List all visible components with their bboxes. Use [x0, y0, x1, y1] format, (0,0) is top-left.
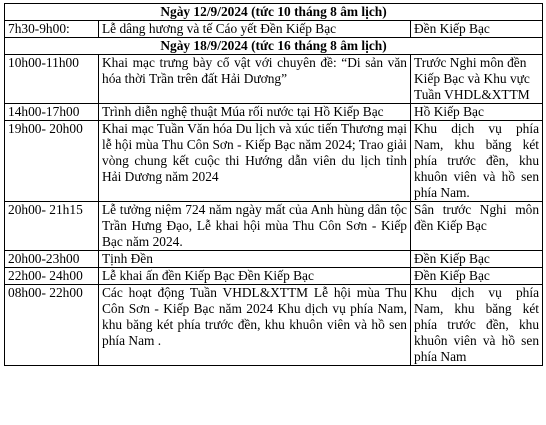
- activity-cell: Khai mạc Tuần Văn hóa Du lịch và xúc tiến Thương mại lễ hội mùa Thu Côn Sơn - Kiếp Bạc năm 2024; Trao giải vòng chung kết cuộc thi Hướng dẫn viên du lịch tỉnh Hải Dương năm 2024: [99, 121, 411, 202]
- schedule-table: [4, 3, 543, 366]
- day-header-row: [5, 38, 543, 55]
- schedule-row: [5, 285, 543, 366]
- time-cell: 20h00-23h00: [5, 251, 99, 268]
- location-cell: Khu dịch vụ phía Nam, khu băng két phía trước đền, khu khuôn viên và hồ sen phía Nam: [411, 285, 543, 366]
- day-header: Ngày 18/9/2024 (tức 16 tháng 8 âm lịch): [5, 38, 543, 55]
- schedule-row: [5, 104, 543, 121]
- time-cell: 22h00- 24h00: [5, 268, 99, 285]
- activity-cell: Trình diễn nghệ thuật Múa rối nước tại Hồ Kiếp Bạc: [99, 104, 411, 121]
- schedule-row: [5, 121, 543, 202]
- schedule-row: [5, 268, 543, 285]
- activity-cell: Các hoạt động Tuần VHDL&XTTM Lễ hội mùa Thu Côn Sơn - Kiếp Bạc năm 2024 Khu dịch vụ phía Nam, khu băng két phía trước đền, khu khuôn viên và hồ sen phía Nam .: [99, 285, 411, 366]
- time-cell: 08h00- 22h00: [5, 285, 99, 366]
- time-cell: 7h30-9h00:: [5, 21, 99, 38]
- schedule-row: [5, 251, 543, 268]
- location-cell: Trước Nghi môn đền Kiếp Bạc và Khu vực Tuần VHDL&XTTM: [411, 55, 543, 104]
- location-cell: Sân trước Nghi môn đền Kiếp Bạc: [411, 202, 543, 251]
- activity-cell: Khai mạc trưng bày cổ vật với chuyên đề: “Di sản văn hóa thời Trần trên đất Hải Dương”: [99, 55, 411, 104]
- time-cell: 14h00-17h00: [5, 104, 99, 121]
- schedule-row: [5, 55, 543, 104]
- location-cell: Hồ Kiếp Bạc: [411, 104, 543, 121]
- schedule-row: [5, 21, 543, 38]
- time-cell: 10h00-11h00: [5, 55, 99, 104]
- day-header-row: [5, 4, 543, 21]
- schedule-row: [5, 202, 543, 251]
- location-cell: Đền Kiếp Bạc: [411, 268, 543, 285]
- location-cell: Đền Kiếp Bạc: [411, 251, 543, 268]
- activity-cell: Tịnh Đền: [99, 251, 411, 268]
- time-cell: 19h00- 20h00: [5, 121, 99, 202]
- location-cell: Khu dịch vụ phía Nam, khu băng két phía trước đền, khu khuôn viên và hồ sen phía Nam.: [411, 121, 543, 202]
- location-cell: Đền Kiếp Bạc: [411, 21, 543, 38]
- time-cell: 20h00- 21h15: [5, 202, 99, 251]
- activity-cell: Lễ khai ấn đền Kiếp Bạc Đền Kiếp Bạc: [99, 268, 411, 285]
- activity-cell: Lễ tưởng niệm 724 năm ngày mất của Anh hùng dân tộc Trần Hưng Đạo, Lễ khai hội mùa Thu Côn Sơn - Kiếp Bạc năm 2024.: [99, 202, 411, 251]
- activity-cell: Lễ dâng hương và tế Cáo yết Đền Kiếp Bạc: [99, 21, 411, 38]
- day-header: Ngày 12/9/2024 (tức 10 tháng 8 âm lịch): [5, 4, 543, 21]
